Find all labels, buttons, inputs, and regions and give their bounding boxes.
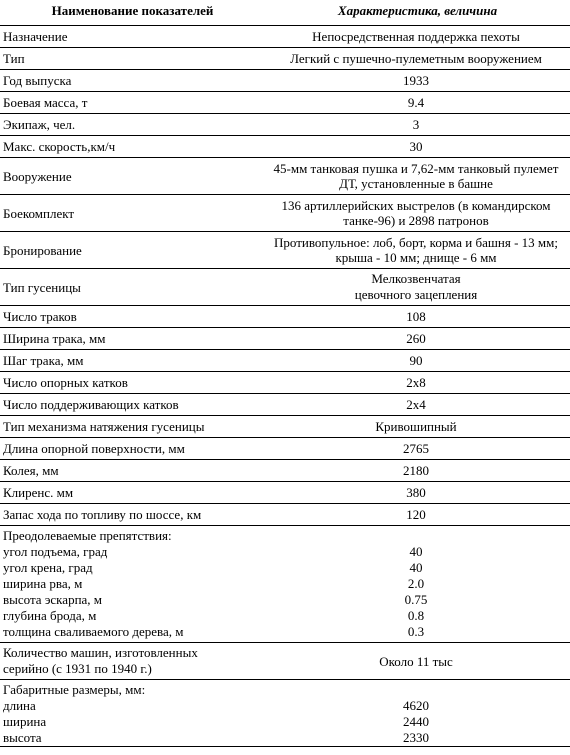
dimensions-labels bbox=[0, 680, 262, 747]
dimensions-title: Габаритные размеры, мм: bbox=[3, 682, 146, 697]
obstacle-value: 0.3 bbox=[407, 624, 425, 639]
table-row bbox=[0, 328, 570, 350]
row-label: Макс. скорость,км/ч bbox=[0, 136, 262, 158]
row-label: Длина опорной поверхности, мм bbox=[0, 438, 262, 460]
dimension-value: 4620 bbox=[403, 698, 429, 713]
production-label bbox=[0, 643, 262, 680]
row-label: Экипаж, чел. bbox=[0, 114, 262, 136]
row-value: 1933 bbox=[262, 70, 570, 92]
table-row bbox=[0, 482, 570, 504]
table-row bbox=[0, 158, 570, 195]
row-value: 45-мм танковая пушка и 7,62-мм танковый пулемет ДТ, установленные в башне bbox=[262, 158, 570, 195]
row-value: 120 bbox=[262, 504, 570, 526]
obstacle-label: высота эскарпа, м bbox=[3, 592, 103, 607]
row-value: 9.4 bbox=[262, 92, 570, 114]
table-row bbox=[0, 70, 570, 92]
obstacles-row bbox=[0, 526, 570, 643]
row-value: 3 bbox=[262, 114, 570, 136]
obstacle-value: 2.0 bbox=[407, 576, 425, 591]
production-row bbox=[0, 643, 570, 680]
row-label: Число траков bbox=[0, 306, 262, 328]
production-label-line: серийно (с 1931 по 1940 г.) bbox=[3, 661, 152, 676]
dimension-label: высота bbox=[3, 730, 42, 745]
header-col-name: Наименование показателей bbox=[0, 0, 262, 26]
row-label: Назначение bbox=[0, 26, 262, 48]
row-label: Вооружение bbox=[0, 158, 262, 195]
obstacles-title: Преодолеваемые препятствия: bbox=[3, 528, 172, 543]
row-value: Противопульное: лоб, борт, корма и башня - 13 мм; крыша - 10 мм; днище - 6 мм bbox=[262, 232, 570, 269]
row-value: Легкий с пушечно-пулеметным вооружением bbox=[262, 48, 570, 70]
row-label: Тип механизма натяжения гусеницы bbox=[0, 416, 262, 438]
row-label: Ширина трака, мм bbox=[0, 328, 262, 350]
dimension-value: 2330 bbox=[403, 730, 429, 745]
row-value: 380 bbox=[262, 482, 570, 504]
table-header-row bbox=[0, 0, 570, 26]
row-value: 2180 bbox=[262, 460, 570, 482]
row-value-line: цевочного зацепления bbox=[354, 287, 478, 302]
table-row bbox=[0, 136, 570, 158]
row-value: 2765 bbox=[262, 438, 570, 460]
row-value-line: Мелкозвенчатая bbox=[371, 271, 461, 286]
obstacle-value: 0.8 bbox=[407, 608, 425, 623]
table-row bbox=[0, 195, 570, 232]
row-label: Бронирование bbox=[0, 232, 262, 269]
obstacle-label: ширина рва, м bbox=[3, 576, 83, 591]
dimension-label: ширина bbox=[3, 714, 47, 729]
row-label: Боевая масса, т bbox=[0, 92, 262, 114]
row-label: Запас хода по топливу по шоссе, км bbox=[0, 504, 262, 526]
obstacle-value: 0.75 bbox=[404, 592, 428, 607]
obstacles-values bbox=[262, 526, 570, 643]
table-row bbox=[0, 114, 570, 136]
row-value: 260 bbox=[262, 328, 570, 350]
header-col-value: Характеристика, величина bbox=[262, 0, 570, 26]
obstacle-value: 40 bbox=[409, 560, 423, 575]
row-value: Непосредственная поддержка пехоты bbox=[262, 26, 570, 48]
row-value: 136 артиллерийских выстрелов (в командирском танке-96) и 2898 патронов bbox=[262, 195, 570, 232]
row-value: Кривошипный bbox=[262, 416, 570, 438]
row-value: 30 bbox=[262, 136, 570, 158]
row-label: Тип bbox=[0, 48, 262, 70]
row-label: Тип гусеницы bbox=[0, 269, 262, 306]
table-row bbox=[0, 372, 570, 394]
production-label-line: Количество машин, изготовленных bbox=[3, 645, 198, 660]
table-row bbox=[0, 504, 570, 526]
obstacle-label: угол подъема, град bbox=[3, 544, 108, 559]
row-value bbox=[262, 269, 570, 306]
row-value: 2x8 bbox=[262, 372, 570, 394]
row-value: 2x4 bbox=[262, 394, 570, 416]
dimensions-values bbox=[262, 680, 570, 747]
row-label: Шаг трака, мм bbox=[0, 350, 262, 372]
row-label: Колея, мм bbox=[0, 460, 262, 482]
table-row bbox=[0, 460, 570, 482]
row-label: Число поддерживающих катков bbox=[0, 394, 262, 416]
table-row bbox=[0, 269, 570, 306]
row-label: Клиренс. мм bbox=[0, 482, 262, 504]
dimensions-row bbox=[0, 680, 570, 747]
table-row bbox=[0, 92, 570, 114]
obstacles-labels bbox=[0, 526, 262, 643]
row-value: 108 bbox=[262, 306, 570, 328]
table-row bbox=[0, 306, 570, 328]
table-row bbox=[0, 26, 570, 48]
table-row bbox=[0, 416, 570, 438]
table-row bbox=[0, 48, 570, 70]
row-value: 90 bbox=[262, 350, 570, 372]
table-row bbox=[0, 394, 570, 416]
production-value: Около 11 тыс bbox=[262, 643, 570, 680]
dimension-value: 2440 bbox=[403, 714, 429, 729]
obstacle-label: толщина сваливаемого дерева, м bbox=[3, 624, 184, 639]
table-row bbox=[0, 350, 570, 372]
table-row bbox=[0, 438, 570, 460]
row-label: Число опорных катков bbox=[0, 372, 262, 394]
obstacle-value: 40 bbox=[409, 544, 423, 559]
dimension-label: длина bbox=[3, 698, 36, 713]
row-label: Боекомплект bbox=[0, 195, 262, 232]
row-label: Год выпуска bbox=[0, 70, 262, 92]
table-row bbox=[0, 232, 570, 269]
obstacle-label: глубина брода, м bbox=[3, 608, 97, 623]
obstacle-label: угол крена, град bbox=[3, 560, 93, 575]
